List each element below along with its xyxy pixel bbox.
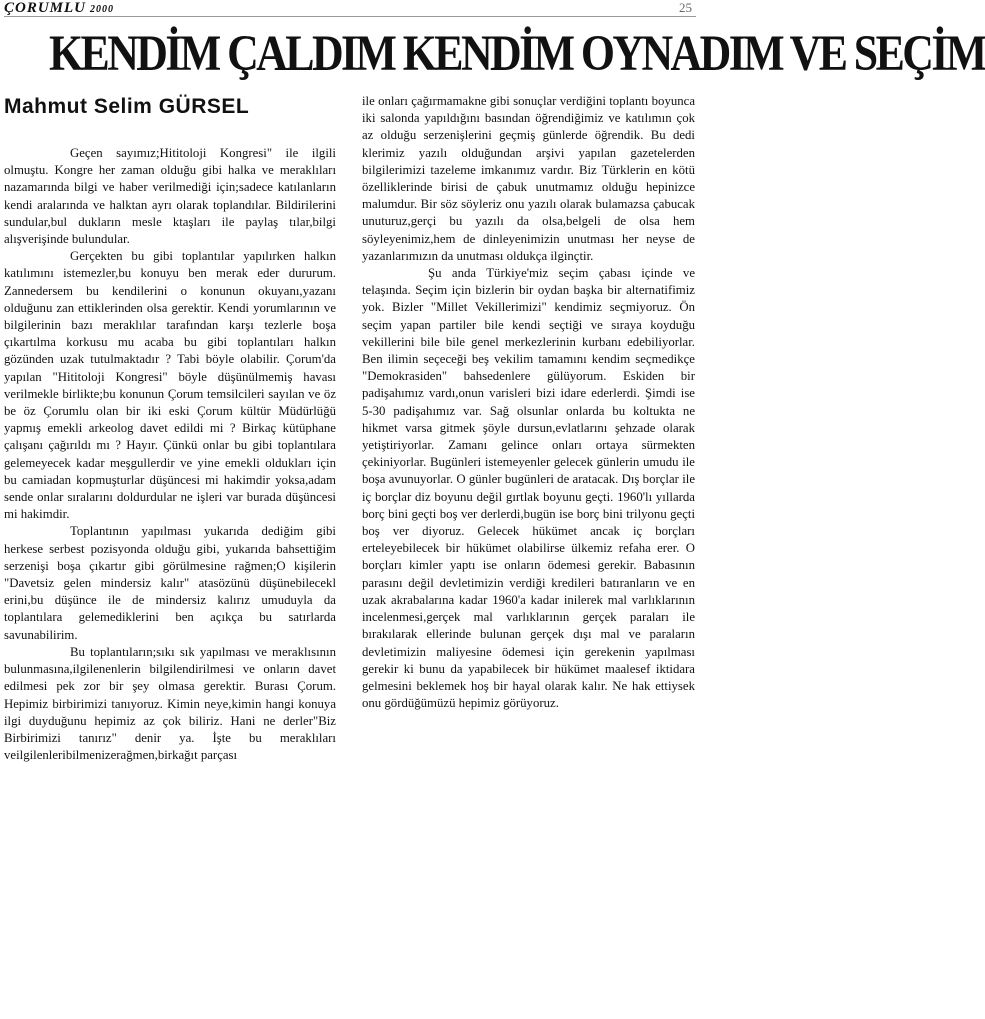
left-paragraph-3: Toplantının yapılması yukarıda dediğim gibi herkese serbest pozisyonda olduğu gibi, yukarıda bahsettiğim serzenişi boşa çıkartır gibi görülmesine rağmen;O kişilerin "Davetsiz gelen mindersiz kalır" atasözünü düşünebilecekl erini,bu düşünce ile de mindersiz kalırız umuduyla da toplantılara gelemediklerini ben açıkça bu satırlarda savunabilirim. [4,524,336,642]
left-paragraph-1: Geçen sayımız;Hititoloji Kongresi" ile ilgili olmuştu. Kongre her zaman olduğu gibi halka ve meraklıları nazamarında bilgi ve haber verilmediği için;sadece katılanların kendi aralarında ve halktan ayrı olarak toplandılar. Bildirilerini sundular,bul dukların mesle ktaşları ile paylaş tılar,bilgi alışverişinde bulundular. [4,146,336,247]
publication-masthead [4,0,114,17]
article-author: Mahmut Selim GÜRSEL [4,95,250,118]
right-column [362,93,695,712]
article-headline: KENDİM ÇALDIM KENDİM OYNADIM VE SEÇİM [49,26,985,82]
right-paragraph-1: ile onları çağırmamakne gibi sonuçlar verdiğini toplantı boyunca iki salonda yapıldığını basından öğrendiğimiz ve katılımın çok az olduğu serzenişlerini geçmiş günlerde öğrendik. Bu dedi klerimiz yazılı olduğundan arşivi yapılan gazetelerden bilgilerimizi tazeleme imkanımız vardır. Biz Türklerin en kötü özelliklerinde birisi de çabuk unutmamız olduğu hepinizce malumdur. Bir söz söyleriz onu yazılı olarak bulamazsa çabucak unuturuz,gerçi bu yazılı da olsa,belgeli de olsa hem söyleyenimiz,hem de dinleyenimizin unutması her neyse de yazanlarımızın da unutması oldukça ilginçtir. [362,94,695,263]
page-header [0,0,700,24]
left-column [4,145,336,764]
publication-name: ÇORUMLU [4,0,87,16]
header-divider [4,16,696,17]
page-number: 25 [679,0,692,15]
left-paragraph-4: Bu toplantıların;sıkı sık yapılması ve meraklısının bulunmasına,ilgilenenlerin bilgilendirilmesi ve onların davet edilmesi pek zor bir şey olmasa gerektir. Burası Çorum. Hepimiz birbirimizi tanıyoruz. Kimin neye,kimin hangi konuya ilgi duyduğunu hepimiz az çok biliriz. Hani ne derler"Biz Birbirimizi tanırız" denir ya. İşte bu meraklıları veilgilenleribilmenizerağmen,birkağıt parçası [4,644,336,763]
right-paragraph-2: Şu anda Türkiye'miz seçim çabası içinde ve telaşında. Seçim için bizlerin bir oydan başka bir alternatifimiz yok. Bizler "Millet Vekillerimizi" kendimiz seçmiyoruz. Ön seçim yapan partiler bile kendi seçtiği ve sıraya koyduğu vekillerini bile bile genel merkezlerinin kurbanı edebiliyorlar. Ben ilimin seçeceği beş vekilim tamamını kendim seçmedikçe "Demokrasiden" bahsedenlere gülüyorum. Eskiden bir padişahımız vardı,onun varisleri bizi idare ederlerdi. Şimdi ise 5-30 padişahımız var. Sağ olsunlar onlarda bu koltukta ne hikmet varsa gitmek şöyle dursun,evlatlarını şehzade olarak yetiştiriyorlar. Zamanı gelince onları ortaya sürmekten çekiniyorlar. Bugünleri istemeyenler gelecek günlerin umudu ile boşa avunuyorlar. O günler bugünleri de aratacak. Dış borçlar ile iç borçlar diz boyunu değil gırtlak boyunu geçti. 1960'lı yıllarda borç bini geçti boş ver derlerdi,bugün ise borç bini trilyonu geçti boş ver diyoruz. Gelecek hükümet ancak iç borçları erteleyebilecek bir hükümet olabilirse ülkemiz refaha erer. O borçları kimler yaptı ise onların ödemesi gerekir. Babasının parasını değil devletimizin verdiği kredileri batıranların ve en uzak akrabalarına kadar 1960'a kadar inilerek mal varlıklarının incelenmesi,gerçek mal varlıklarının gerçek paraları ile bırakılarak ellerinde bulunan gerçek dışı mal ve paraların devletimizin maliyesine ödemesi için gerekenin yapılması gerekir ki bunu da yapabilecek bir hükümet maalesef iktidara gelmesini beklemek hoş bir hayal olarak kalır. Ne hak ettiysek onu gördüğümüzü hepimiz görüyoruz. [362,266,695,711]
publication-year: 2000 [90,4,115,15]
left-paragraph-2: Gerçekten bu gibi toplantılar yapılırken halkın katılımını istemezler,bu konuyu ben merak eder dururum. Zannedersem bu kendilerini o konunun okuyanı,yazanı olduğunu zan ettiklerinden olsa gerektir. Kendi yorumlarının ve bilgilerinin bazı meraklılar tarafından karşı tezlerle boşa çıkartılma korkusu mu acaba bu gibi toplantıları halkın gözünden uzak tutulmaktadır ? Tabi böyle olabilir. Çorum'da yapılan "Hititoloji Kongresi" böyle düşünülmemiş havası verilmekle birlikte;bu konunun Çorum temsilcileri sayılan ve öz be öz Çorumlu olan bir iki eski Çorum kültür Müdürlüğü yapmış emekli arkeolog davet edildi mi ? Birkaç kütüphane çalışanı çağırıldı mı ? Hayır. Çünkü onlar bu gibi toplantılara gelemeyecek kadar meşgullerdir ve yine emekli oldukları için bu camiadan kopmuşturlar düşüncesi mi hakimdir yoksa,adam sende onlar sıralarını doldurdular ne işleri var burada düşüncesi mi hakimdir. [4,249,336,522]
